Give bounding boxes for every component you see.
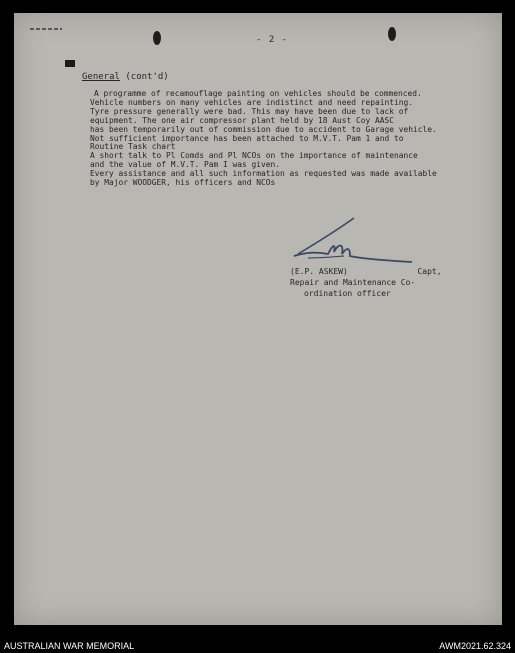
paper-mark-margin — [64, 59, 76, 69]
text-line: Routine Task chart — [90, 142, 176, 152]
text-line: has been temporarily out of commission due to accident to Garage vehicle. — [90, 124, 437, 134]
text-line: Tyre pressure generally were bad. This may have been due to lack of — [90, 106, 409, 116]
section-heading-title: General — [82, 72, 120, 82]
signatory-rank: Capt, — [417, 267, 442, 276]
footer-bar — [0, 640, 515, 653]
section-heading-suffix: (cont'd) — [125, 72, 169, 82]
section-heading — [82, 72, 169, 82]
text-line: Not sufficient importance has been attached to M.V.T. Pam 1 and to — [90, 133, 404, 143]
signature-block — [290, 266, 442, 299]
signatory-title-line2: ordination officer — [304, 289, 391, 298]
punch-hole-right — [385, 24, 399, 44]
body-text — [90, 90, 470, 188]
footer-accession-id: AWM2021.62.324 — [439, 641, 511, 651]
text-line: and the value of M.V.T. Pam I was given. — [90, 160, 281, 170]
signatory-name: (E.P. ASKEW) — [290, 267, 348, 276]
punch-hole-left — [150, 28, 164, 48]
text-line: equipment. The one air compressor plant held by 18 Aust Coy AASC — [90, 115, 395, 125]
text-line: Vehicle numbers on many vehicles are indistinct and need repainting. — [90, 97, 414, 107]
footer-institution: AUSTRALIAN WAR MEMORIAL — [4, 641, 135, 651]
text-line: Every assistance and all such information as requested was made available — [90, 169, 437, 179]
text-line: A short talk to Pl Comds and Pl NCOs on the importance of maintenance — [90, 151, 418, 161]
signatory-title-line1: Repair and Maintenance Co- — [290, 278, 416, 287]
page-number: - 2 - — [256, 35, 289, 45]
text-line: by Major WOODGER, his officers and NCOs — [90, 178, 276, 188]
text-line: A programme of recamouflage painting on vehicles should be commenced. — [94, 89, 422, 98]
paper-mark-top-left — [28, 26, 64, 32]
